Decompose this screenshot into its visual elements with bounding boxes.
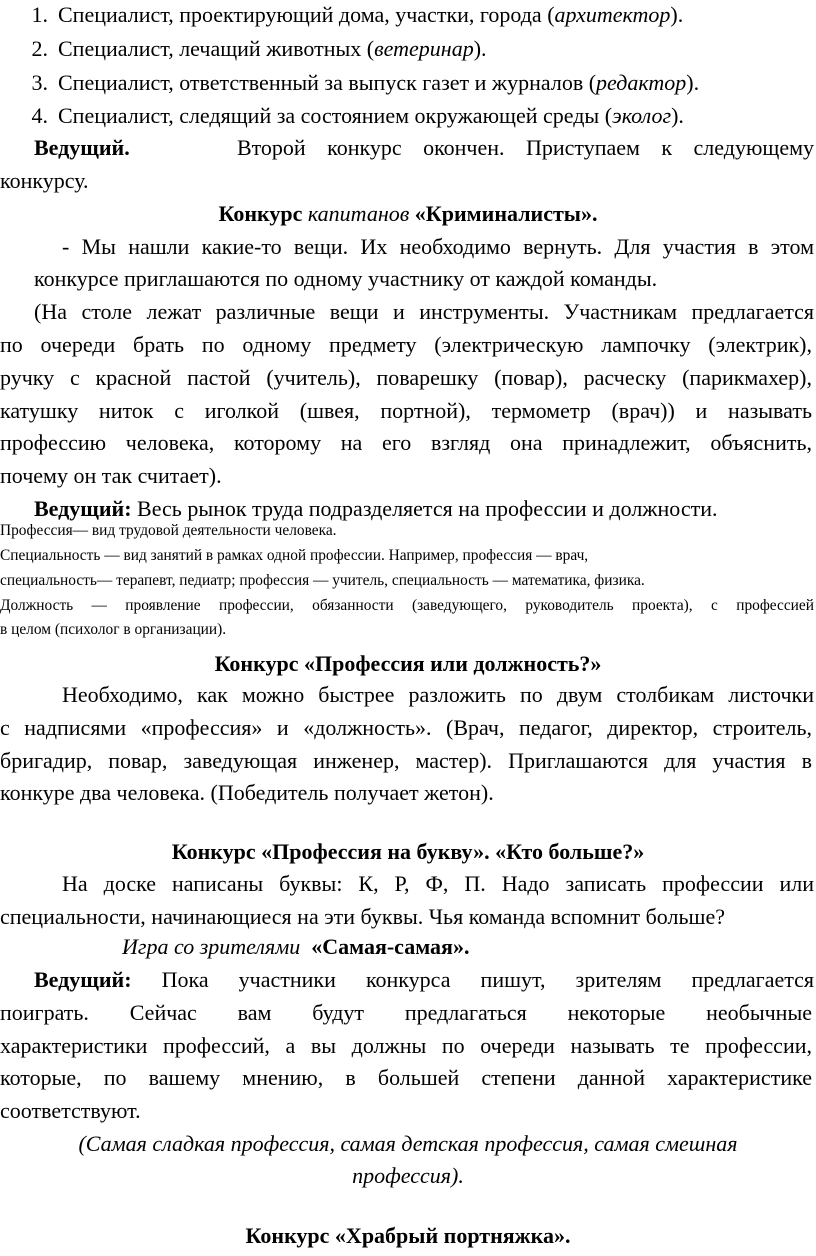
paragraph-line: характеристики профессий, а вы должны по очереди называть те профессии, (0, 1033, 812, 1058)
speaker-label: Ведущий: (34, 967, 132, 992)
paragraph-line: специальности, начинающиеся на эти буквы. Чья команда вспомнит больше? (0, 904, 725, 929)
paragraph-line: (На столе лежат различные вещи и инструменты. Участникам предлагается (34, 299, 814, 324)
list-item: 1. Специалист, проектирующий дома, участки, города (архитектор). (31, 2, 684, 27)
paragraph-line: конкурсе приглашаются по одному участнику от каждой команды. (34, 266, 658, 291)
speaker-label: Ведущий: (34, 496, 132, 521)
section-heading: Конкурс «Профессия или должность?» (214, 651, 602, 676)
paragraph-line: профессия). (352, 1163, 464, 1188)
list-item: 3. Специалист, ответственный за выпуск газет и журналов (редактор). (31, 70, 700, 95)
paragraph-line: профессию человека, которому на его взгляд она принадлежит, объяснить, (0, 430, 812, 455)
section-heading: Игра со зрителями «Самая-самая». (122, 934, 470, 959)
definition-line: Специальность — вид занятий в рамках одной профессии. Например, профессия — врач, (0, 547, 589, 564)
paragraph-line: конкурсу. (0, 168, 89, 193)
definition-line: Профессия— вид трудовой деятельности человека. (0, 522, 337, 539)
paragraph-line: Ведущий. Второй конкурс окончен. Приступаем к следующему (34, 135, 815, 160)
paragraph-line: Необходимо, как можно быстрее разложить по двум столбикам листочки (62, 682, 814, 707)
paragraph-line: - Мы нашли какие-то вещи. Их необходимо вернуть. Для участия в этом (62, 234, 814, 259)
paragraph-line: по очереди брать по одному предмету (электрическую лампочку (электрик), (0, 332, 812, 357)
paragraph-line: которые, по вашему мнению, в большей степени данной характеристике (0, 1065, 812, 1090)
paragraph-line: (Самая сладкая профессия, самая детская профессия, самая смешная (78, 1131, 738, 1156)
definition-line: специальность— терапевт, педиатр; профессия — учитель, специальность — математика, физика. (0, 572, 645, 589)
paragraph-line: с надписями «профессия» и «должность». (Врач, педагог, директор, строитель, (0, 715, 812, 740)
section-heading: Конкурс «Храбрый портняжка». (245, 1223, 571, 1248)
paragraph-line: ручку с красной пастой (учитель), поварешку (повар), расческу (парикмахер), (0, 365, 812, 390)
paragraph-line: поиграть. Сейчас вам будут предлагаться некоторые необычные (0, 1000, 812, 1025)
section-heading: Конкурс капитанов «Криминалисты». (218, 201, 598, 226)
paragraph-line: почему он так считает). (0, 463, 222, 488)
paragraph-line: Ведущий: Пока участники конкурса пишут, зрителям предлагается (34, 967, 814, 992)
paragraph-line: соответствуют. (0, 1098, 141, 1123)
section-heading: Конкурс «Профессия на букву». «Кто больше?» (171, 839, 645, 864)
paragraph-line: конкуре два человека. (Победитель получает жетон). (0, 780, 494, 805)
speaker-label: Ведущий. (34, 135, 130, 160)
paragraph-line: бригадир, повар, заведующая инженер, мастер). Приглашаются для участия в (0, 748, 812, 773)
paragraph-line: Ведущий: Весь рынок труда подразделяется на профессии и должности. (34, 496, 718, 521)
definition-line: Должность — проявление профессии, обязанности (заведующего, руководитель проекта), с профессией (0, 597, 814, 614)
paragraph-line: На доске написаны буквы: К, Р, Ф, П. Надо записать профессии или (62, 871, 814, 896)
list-item: 2. Специалист, лечащий животных (ветеринар). (31, 36, 487, 61)
definition-line: в целом (психолог в организации). (0, 621, 227, 638)
list-item: 4. Специалист, следящий за состоянием окружающей среды (эколог). (31, 103, 684, 128)
paragraph-line: катушку ниток с иголкой (швея, портной), термометр (врач)) и называть (0, 398, 812, 423)
